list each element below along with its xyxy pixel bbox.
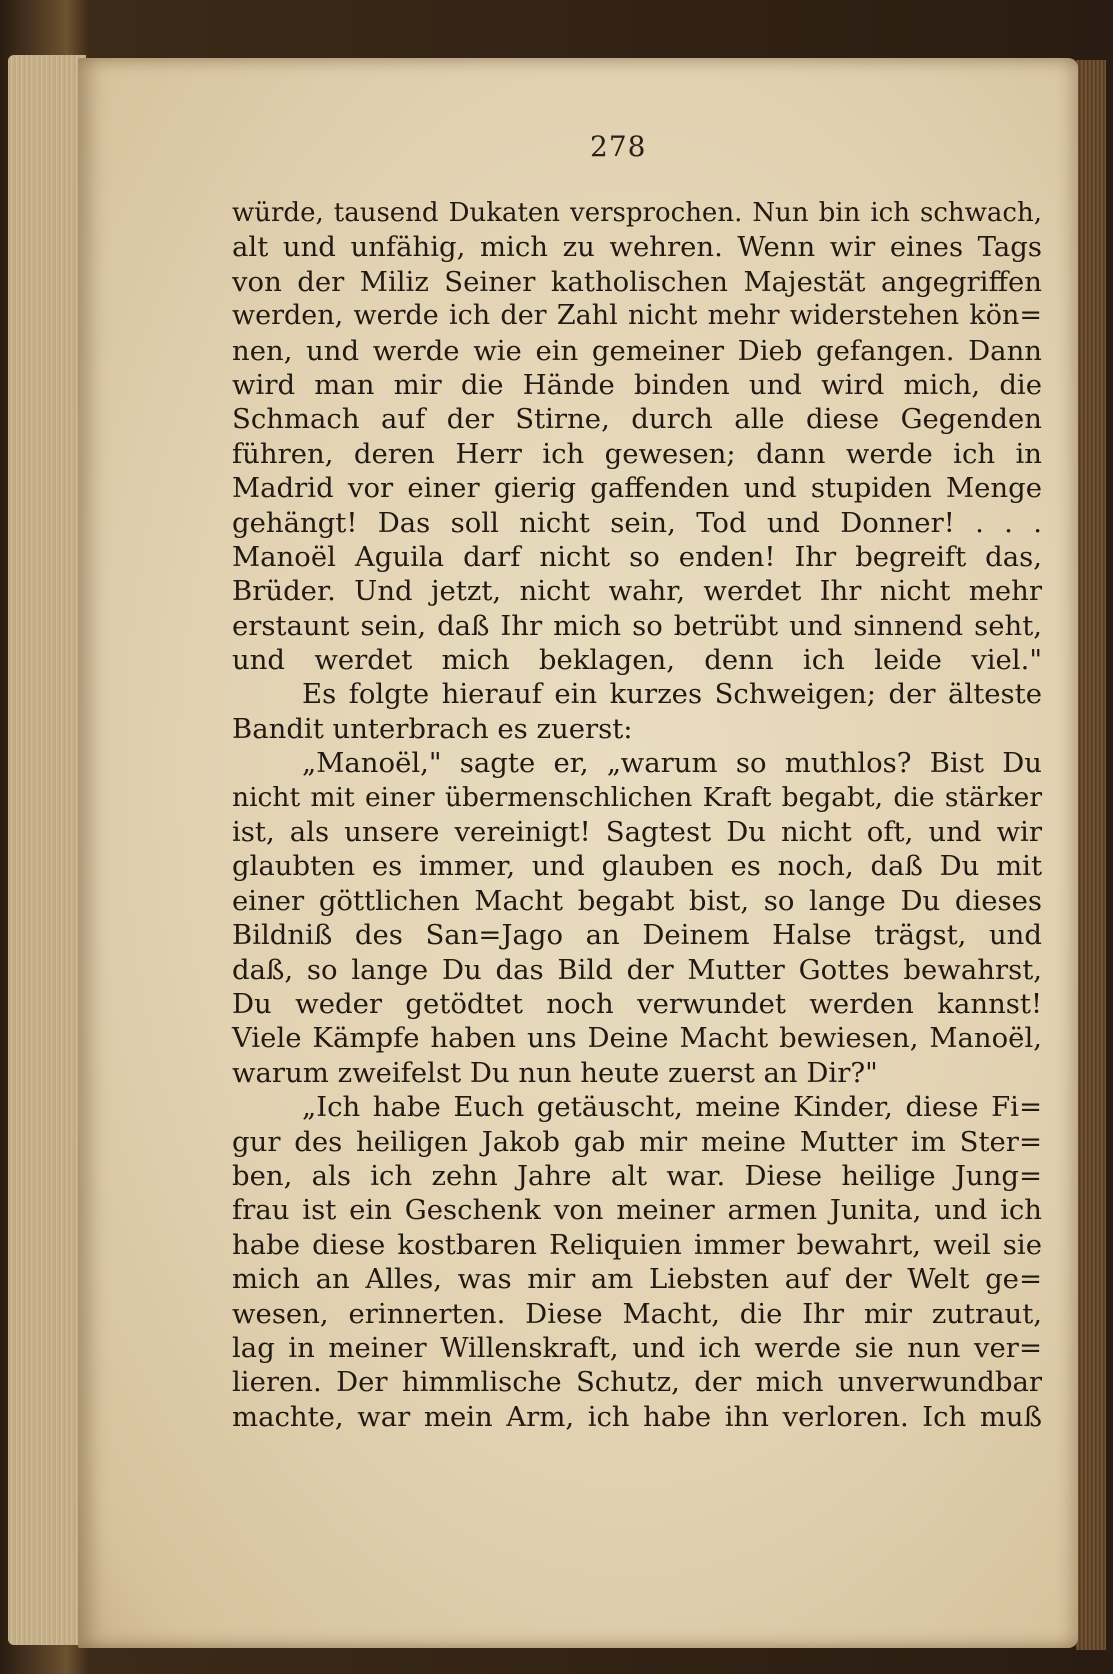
spine-edge xyxy=(1076,60,1106,1650)
text-line: nicht mit einer übermenschlichen Kraft begabt, die stärker xyxy=(232,781,1042,813)
text-line: erstaunt sein, daß Ihr mich so betrübt und sinnend seht, xyxy=(232,609,1042,642)
text-line: ben, als ich zehn Jahre alt war. Diese heilige Jung= xyxy=(232,1159,1042,1192)
text-line: Bildniß des San=Jago an Deinem Halse trägst, und xyxy=(232,919,1042,952)
text-line: Manoël Aguila darf nicht so enden! Ihr begreift das, xyxy=(232,540,1042,573)
text-line: lieren. Der himmlische Schutz, der mich unverwundbar xyxy=(232,1366,1042,1399)
text-line: machte, war mein Arm, ich habe ihn verloren. Ich muß xyxy=(232,1400,1042,1433)
text-line: habe diese kostbaren Reliquien immer bewahrt, weil sie xyxy=(232,1228,1042,1261)
text-line: von der Miliz Seiner katholischen Majestät angegriffen xyxy=(232,265,1042,298)
text-line: ist, als unsere vereinigt! Sagtest Du nicht oft, und wir xyxy=(232,816,1042,849)
text-line: Madrid vor einer gierig gaffenden und stupiden Menge xyxy=(232,472,1042,505)
text-line: „Manoël," sagte er, „warum so muthlos? Bist Du xyxy=(302,747,1042,780)
text-line: Schmach auf der Stirne, durch alle diese Gegenden xyxy=(232,403,1042,436)
text-line: und werdet mich beklagen, denn ich leide viel." xyxy=(232,644,1042,677)
text-line: Bandit unterbrach es zuerst: xyxy=(232,712,633,745)
text-line: führen, deren Herr ich gewesen; dann werde ich in xyxy=(232,437,1042,470)
text-line: warum zweifelst Du nun heute zuerst an Dir?" xyxy=(232,1056,878,1089)
text-line: Viele Kämpfe haben uns Deine Macht bewiesen, Manoël, xyxy=(232,1022,1042,1055)
text-line: „Ich habe Euch getäuscht, meine Kinder, diese Fi= xyxy=(302,1091,1042,1124)
page-text xyxy=(232,196,1042,1434)
text-line: frau ist ein Geschenk von meiner armen Junita, und ich xyxy=(232,1194,1042,1227)
text-line: mich an Alles, was mir am Liebsten auf der Welt ge= xyxy=(232,1263,1042,1296)
text-line: wesen, erinnerten. Diese Macht, die Ihr mir zutraut, xyxy=(232,1297,1042,1330)
text-line: daß, so lange Du das Bild der Mutter Gottes bewahrst, xyxy=(232,953,1042,986)
text-line: nen, und werde wie ein gemeiner Dieb gefangen. Dann xyxy=(232,334,1042,367)
text-line: wird man mir die Hände binden und wird mich, die xyxy=(232,368,1042,401)
text-line: gur des heiligen Jakob gab mir meine Mutter im Ster= xyxy=(232,1125,1042,1158)
text-line: einer göttlichen Macht begabt bist, so lange Du dieses xyxy=(232,884,1042,917)
text-line: Brüder. Und jetzt, nicht wahr, werdet Ihr nicht mehr xyxy=(232,575,1042,608)
text-line: gehängt! Das soll nicht sein, Tod und Donner! . . . xyxy=(232,506,1042,539)
text-line: würde, tausend Dukaten versprochen. Nun bin ich schwach, xyxy=(232,198,1042,228)
text-line: Es folgte hierauf ein kurzes Schweigen; der älteste xyxy=(302,678,1042,711)
text-line: lag in meiner Willenskraft, und ich werde sie nun ver= xyxy=(232,1331,1042,1364)
text-line: alt und unfähig, mich zu wehren. Wenn wir eines Tags xyxy=(232,231,1042,264)
page-number: 278 xyxy=(590,130,647,163)
page-stack-edge xyxy=(8,55,86,1645)
text-line: Du weder getödtet noch verwundet werden kannst! xyxy=(232,987,1042,1020)
text-line: glaubten es immer, und glauben es noch, daß Du mit xyxy=(232,850,1042,883)
text-line: werden, werde ich der Zahl nicht mehr widerstehen kön= xyxy=(232,300,1042,332)
